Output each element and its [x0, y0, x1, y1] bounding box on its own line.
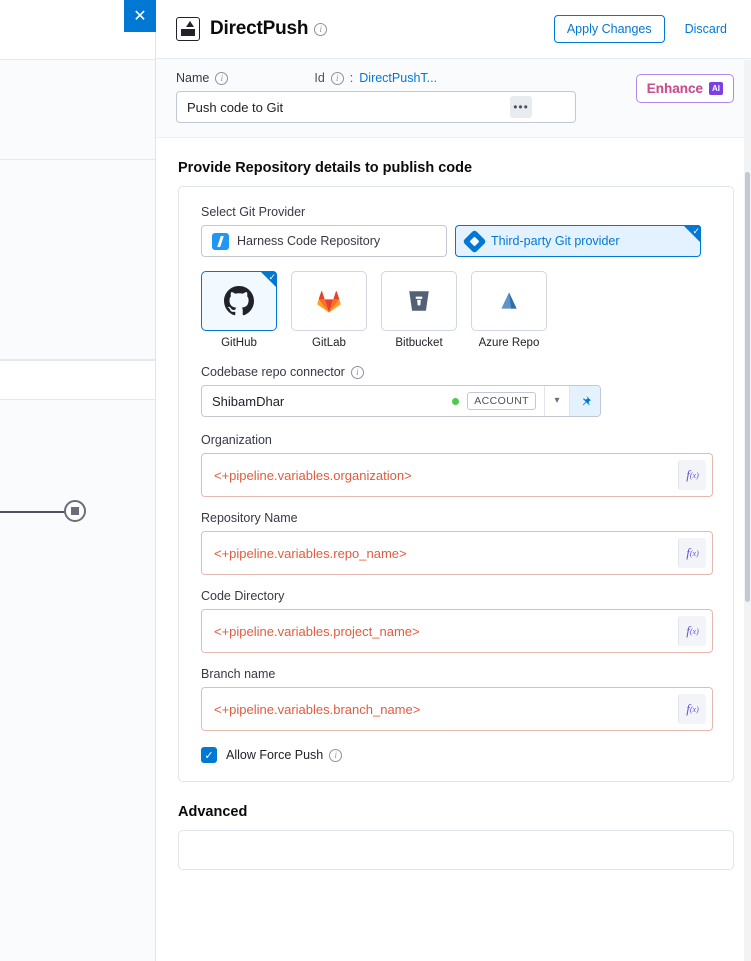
push-step-icon [176, 17, 200, 41]
tile-gitlab-label: GitLab [312, 337, 346, 349]
pin-icon[interactable] [570, 386, 600, 416]
ai-badge: AI [709, 82, 723, 95]
repository-name-input-row [201, 531, 713, 575]
name-input-wrap [176, 91, 576, 123]
third-party-git-icon [462, 229, 486, 253]
id-info-icon[interactable]: i [331, 72, 344, 85]
repo-details-card [178, 186, 734, 782]
fx-icon-code-directory[interactable]: f (x) [678, 616, 706, 646]
chevron-down-icon[interactable]: ▾ [544, 386, 570, 416]
advanced-heading: Advanced [178, 804, 248, 820]
fx-icon-repository-name[interactable]: f (x) [678, 538, 706, 568]
tile-gitlab[interactable] [291, 271, 367, 331]
code-directory-input-row [201, 609, 713, 653]
apply-changes-button[interactable]: Apply Changes [554, 15, 665, 43]
organization-input[interactable] [202, 454, 678, 496]
id-block [314, 71, 437, 85]
selected-check-icon [683, 225, 701, 243]
tile-bitbucket-label: Bitbucket [395, 337, 443, 349]
provider-option-harness[interactable] [201, 225, 447, 257]
bitbucket-icon [406, 288, 432, 314]
advanced-card[interactable] [178, 830, 734, 870]
allow-force-push-row [201, 747, 713, 763]
id-label: Id [314, 71, 325, 85]
connector-label-row [201, 365, 713, 379]
panel-header [156, 0, 751, 59]
branch-name-label: Branch name [201, 667, 276, 681]
provider-option-thirdparty[interactable] [455, 225, 701, 257]
enhance-label: Enhance [646, 81, 703, 96]
canvas-strip-2 [0, 60, 155, 160]
canvas-stage-node[interactable] [64, 500, 86, 522]
field-organization [201, 433, 713, 497]
code-directory-input[interactable] [202, 610, 678, 652]
allow-force-push-text: Allow Force Push [226, 748, 324, 762]
github-icon [224, 286, 254, 316]
provider-option-thirdparty-label: Third-party Git provider [491, 234, 620, 248]
repo-details-heading: Provide Repository details to publish code [178, 160, 473, 176]
name-section [156, 59, 751, 138]
tile-azure-repo[interactable] [471, 271, 547, 331]
connector-scope-badge: ACCOUNT [467, 392, 536, 410]
pin-glyph [579, 395, 592, 408]
name-label: Name [176, 71, 210, 85]
force-push-info-icon[interactable]: i [329, 749, 342, 762]
connector-status-icon [452, 398, 459, 405]
close-icon[interactable]: ✕ [124, 0, 156, 32]
allow-force-push-checkbox[interactable]: ✓ [201, 747, 217, 763]
field-branch-name [201, 667, 713, 731]
fx-icon-branch-name[interactable]: f (x) [678, 694, 706, 724]
panel-scrollbar-thumb[interactable] [745, 172, 750, 602]
tile-github[interactable] [201, 271, 277, 331]
gitlab-icon [315, 287, 343, 315]
repository-name-label: Repository Name [201, 511, 298, 525]
tile-gitlab-wrap [291, 271, 367, 349]
connector-value: ShibamDhar [212, 393, 285, 409]
name-info-icon[interactable]: i [215, 72, 228, 85]
git-provider-toggle [201, 225, 713, 257]
branch-name-input[interactable] [202, 688, 678, 730]
field-repository-name [201, 511, 713, 575]
canvas-strip-3 [0, 160, 155, 360]
tile-github-wrap [201, 271, 277, 349]
tile-selected-check-icon [260, 271, 277, 288]
discard-button[interactable]: Discard [679, 21, 733, 37]
tile-azure-wrap [471, 271, 547, 349]
azure-repo-icon [496, 288, 522, 314]
tile-bitbucket[interactable] [381, 271, 457, 331]
tile-azure-label: Azure Repo [478, 337, 540, 349]
step-config-panel [155, 0, 751, 961]
organization-input-row [201, 453, 713, 497]
fx-icon-organization[interactable]: f (x) [678, 460, 706, 490]
pipeline-canvas [0, 0, 155, 961]
provider-option-harness-label: Harness Code Repository [237, 234, 381, 248]
repository-name-input[interactable] [202, 532, 678, 574]
branch-name-input-row [201, 687, 713, 731]
organization-label: Organization [201, 433, 272, 447]
field-code-directory [201, 589, 713, 653]
codebase-connector-field[interactable] [201, 385, 601, 417]
allow-force-push-label [226, 748, 342, 762]
name-options-icon[interactable]: ••• [510, 96, 532, 118]
git-provider-label: Select Git Provider [201, 205, 306, 219]
panel-body [156, 142, 751, 961]
tile-github-label: GitHub [221, 337, 257, 349]
panel-scrollbar-track[interactable] [744, 60, 751, 961]
harness-icon [212, 233, 229, 250]
id-value[interactable]: DirectPushT... [359, 71, 438, 85]
page-title: DirectPush [210, 18, 309, 39]
tile-bitbucket-wrap [381, 271, 457, 349]
id-separator: : [349, 71, 354, 85]
title-info-icon[interactable]: i [314, 23, 327, 36]
git-provider-tiles [201, 271, 713, 349]
code-directory-label: Code Directory [201, 589, 285, 603]
connector-info-icon[interactable]: i [351, 366, 364, 379]
connector-label: Codebase repo connector [201, 365, 345, 379]
enhance-button[interactable] [636, 74, 734, 103]
canvas-strip-4 [0, 360, 155, 400]
